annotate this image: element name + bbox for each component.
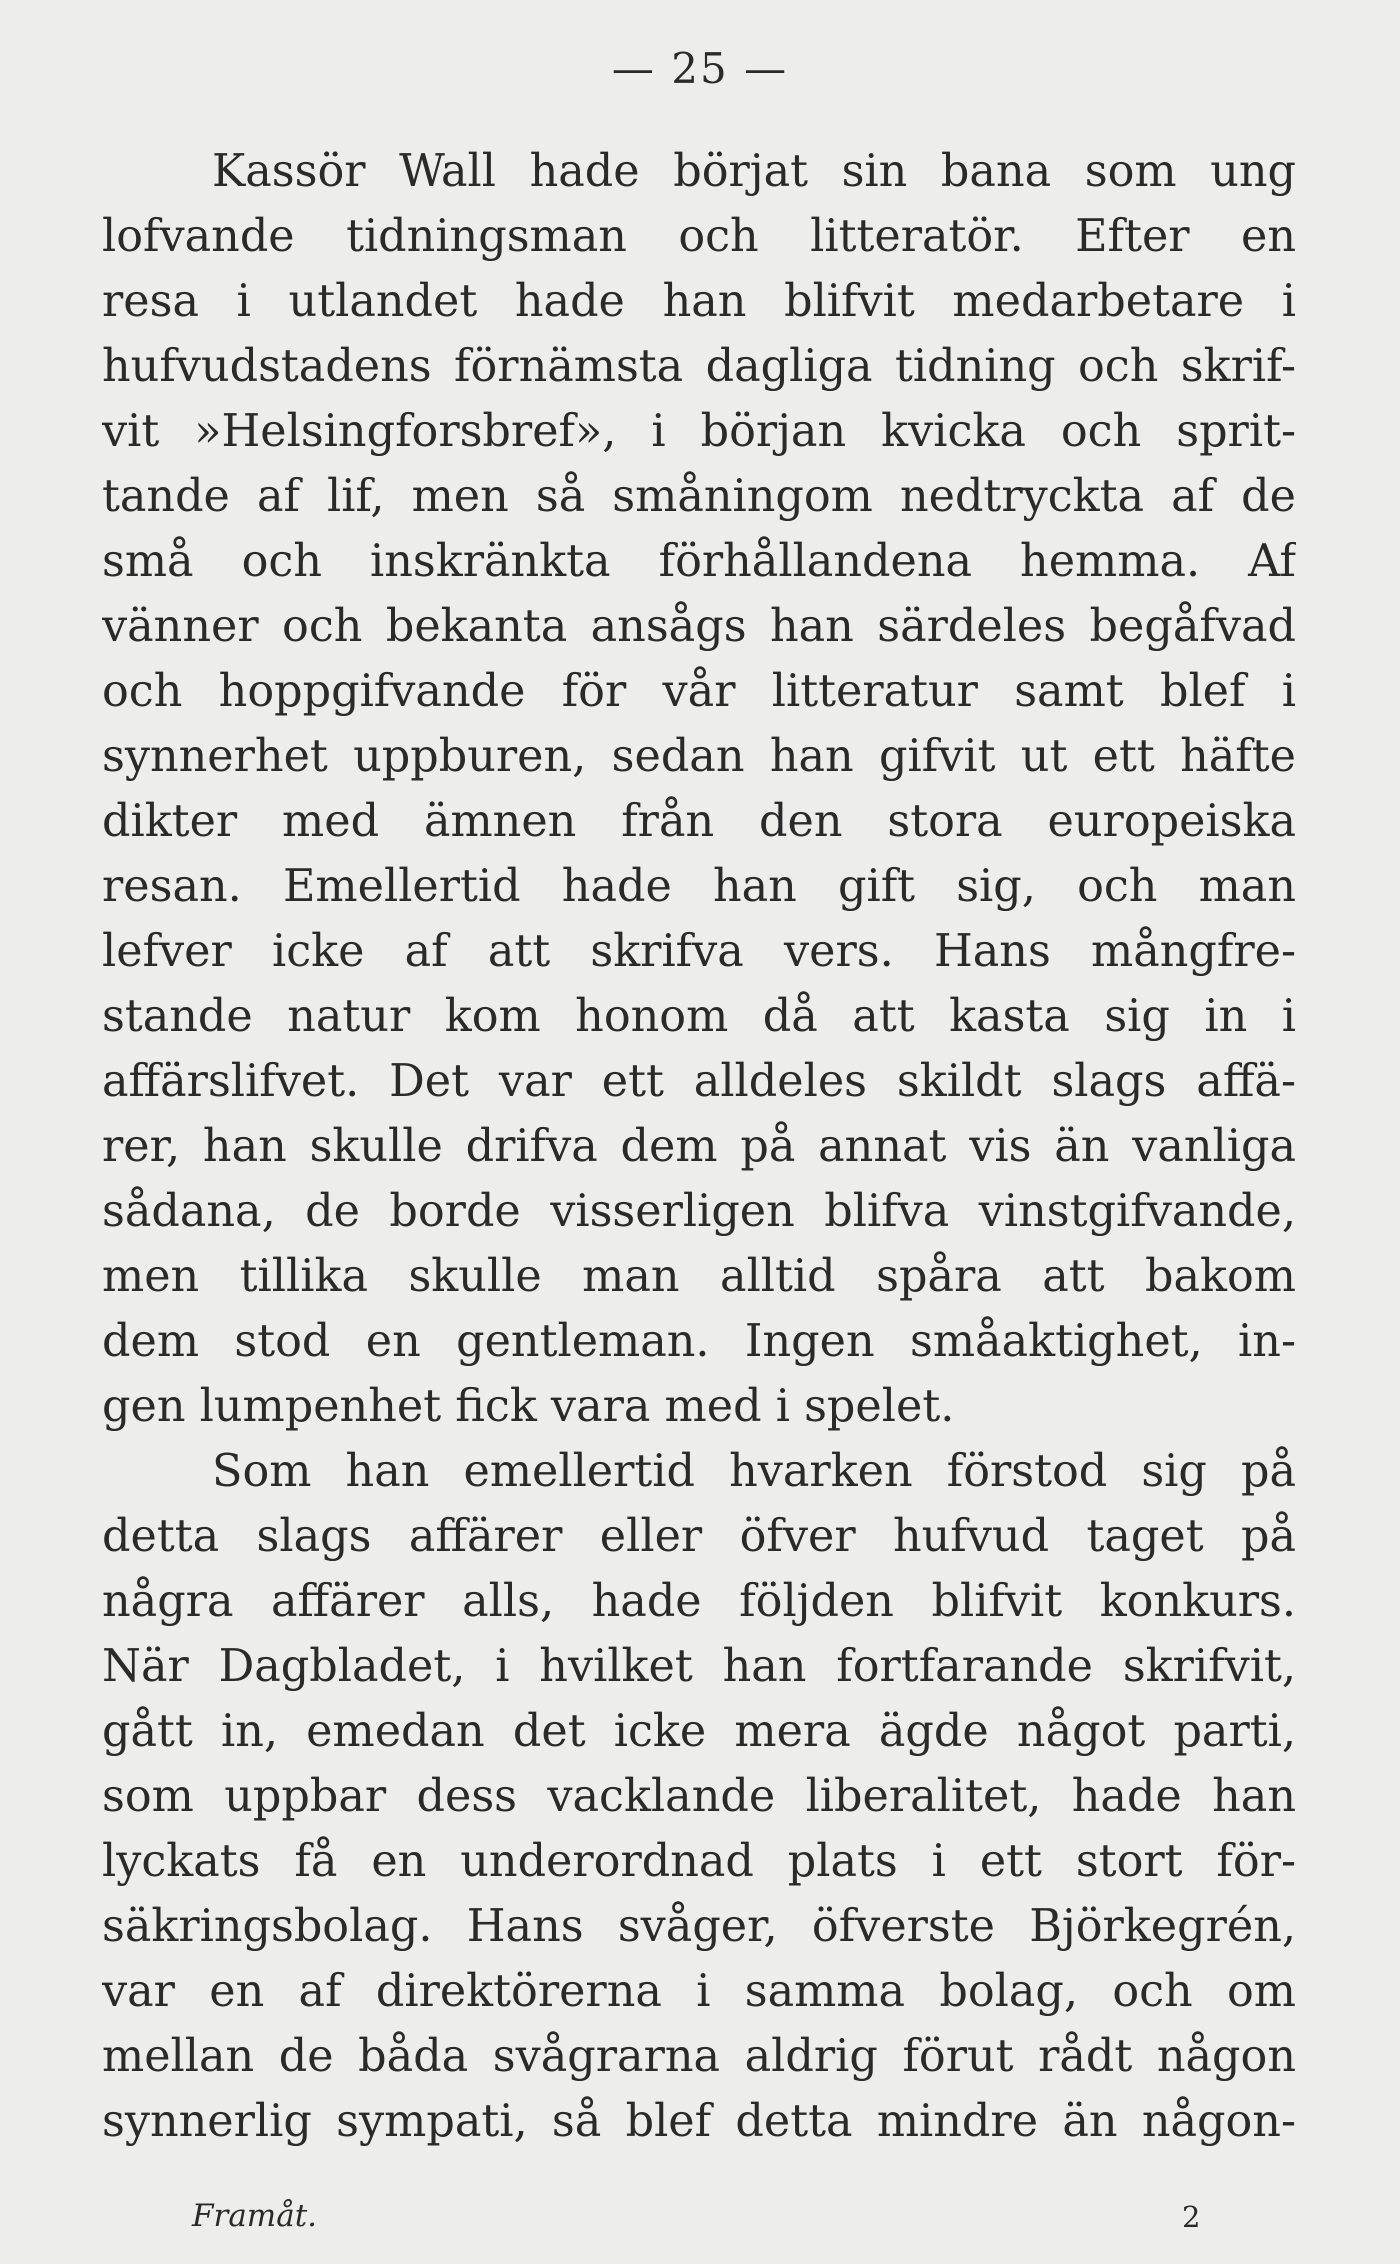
text-line: synnerlig sympati, så blef detta mindre än någon- — [102, 2096, 1296, 2147]
text-line: gen lumpenhet fick vara med i spelet. — [102, 1381, 955, 1432]
text-line: mellan de båda svågrarna aldrig förut rådt någon — [102, 2031, 1296, 2082]
text-line: synnerhet uppburen, sedan han gifvit ut ett häfte — [102, 731, 1296, 782]
text-line: Som han emellertid hvarken förstod sig på — [212, 1446, 1296, 1497]
text-line: små och inskränkta förhållandena hemma. Af — [102, 536, 1296, 587]
text-line: vit »Helsingforsbref», i början kvicka och sprit- — [102, 406, 1296, 457]
text-line: Kassör Wall hade börjat sin bana som ung — [212, 146, 1296, 197]
text-line: dem stod en gentleman. Ingen småaktighet, in- — [102, 1316, 1296, 1367]
text-line: som uppbar dess vacklande liberalitet, hade han — [102, 1771, 1296, 1822]
text-line: sådana, de borde visserligen blifva vinstgifvande, — [102, 1186, 1296, 1237]
text-line: vänner och bekanta ansågs han särdeles begåfvad — [102, 601, 1296, 652]
text-line: men tillika skulle man alltid spåra att bakom — [102, 1251, 1296, 1302]
text-line: några affärer alls, hade följden blifvit konkurs. — [102, 1576, 1296, 1627]
text-line: affärslifvet. Det var ett alldeles skildt slags affä- — [102, 1056, 1296, 1107]
text-line: gått in, emedan det icke mera ägde något parti, — [102, 1706, 1296, 1757]
page-number: — 25 — — [611, 44, 789, 93]
text-line: lyckats få en underordnad plats i ett stort för- — [102, 1836, 1296, 1887]
footer-sheet-number: 2 — [1182, 2200, 1201, 2234]
text-line: säkringsbolag. Hans svåger, öfverste Björkegrén, — [102, 1901, 1296, 1952]
text-line: resan. Emellertid hade han gift sig, och man — [102, 861, 1296, 912]
text-line: var en af direktörerna i samma bolag, och om — [102, 1966, 1296, 2017]
text-line: och hoppgifvande för vår litteratur samt blef i — [102, 666, 1296, 717]
text-line: När Dagbladet, i hvilket han fortfarande skrifvit, — [102, 1641, 1296, 1692]
text-line: tande af lif, men så småningom nedtryckta af de — [102, 471, 1296, 522]
text-line: detta slags affärer eller öfver hufvud taget på — [102, 1511, 1296, 1562]
text-line: resa i utlandet hade han blifvit medarbetare i — [102, 276, 1296, 327]
text-line: dikter med ämnen från den stora europeiska — [102, 796, 1296, 847]
text-line: stande natur kom honom då att kasta sig in i — [102, 991, 1296, 1042]
text-line: hufvudstadens förnämsta dagliga tidning och skrif- — [102, 341, 1296, 392]
text-line: lefver icke af att skrifva vers. Hans mångfre- — [102, 926, 1296, 977]
text-line: rer, han skulle drifva dem på annat vis än vanliga — [102, 1121, 1296, 1172]
text-line: lofvande tidningsman och litteratör. Efter en — [102, 211, 1296, 262]
footer-signature: Framåt. — [192, 2198, 317, 2234]
